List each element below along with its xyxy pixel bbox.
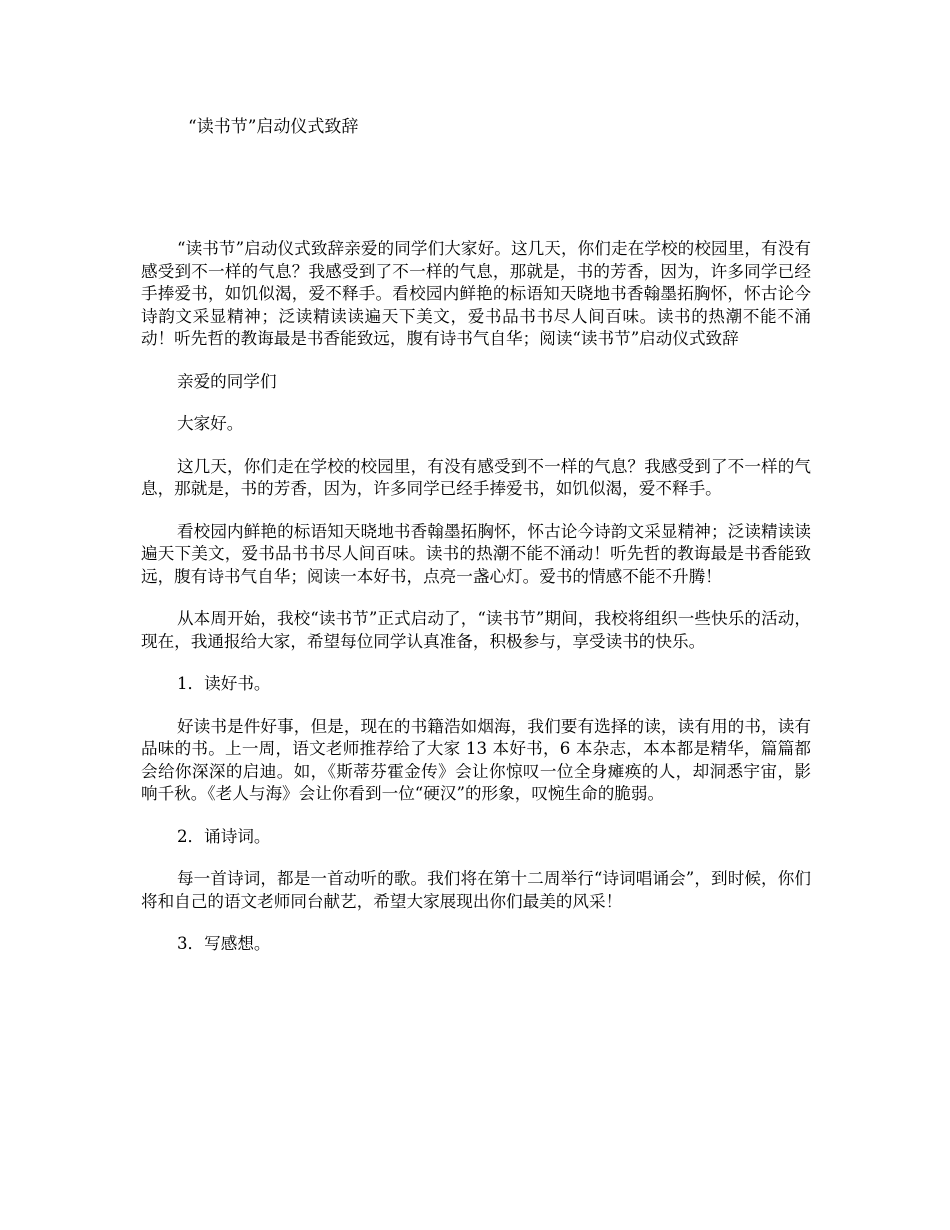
paragraph-read-books: 好读书是件好事，但是，现在的书籍浩如烟海，我们要有选择的读，读有用的书，读有品味的书。上一周，语文老师推荐给了大家 13 本好书，6 本杂志，本本都是精华，篇篇都会给你深深的启迪。如，《斯蒂芬霍金传》会让你惊叹一位全身瘫痪的人，却洞悉宇宙，影响千秋。《老人与海》会让你看到一位“硬汉”的形象，叹惋生命的脆弱。 — [141, 716, 811, 803]
paragraph-slogans: 看校园内鲜艳的标语知天晓地书香翰墨拓胸怀，怀古论今诗韵文采显精神；泛读精读读遍天下美文，爱书品书书尽人间百味。读书的热潮不能不涌动！听先哲的教诲最是书香能致远，腹有诗书气自华；阅读一本好书，点亮一盏心灯。爱书的情感不能不升腾！ — [141, 521, 811, 586]
paragraph-announcement: 从本周开始，我校“读书节”正式启动了，“读书节”期间，我校将组织一些快乐的活动，现在，我通报给大家，希望每位同学认真准备，积极参与，享受读书的快乐。 — [141, 609, 811, 651]
document-body — [141, 238, 811, 976]
paragraph-greeting: 大家好。 — [177, 414, 244, 433]
section-heading-write-reflections: 3．写感想。 — [177, 934, 271, 953]
paragraph-recite-poems: 每一首诗词，都是一首动听的歌。我们将在第十二周举行“诗词唱诵会”，到时候，你们将和自己的语文老师同台献艺，希望大家展现出你们最美的风采！ — [141, 869, 811, 911]
paragraph-salutation: 亲爱的同学们 — [177, 371, 277, 391]
paragraph-atmosphere: 这几天，你们走在学校的校园里，有没有感受到不一样的气息？我感受到了不一样的气息，那就是，书的芳香，因为，许多同学已经手捧爱书，如饥似渴，爱不释手。 — [141, 456, 811, 498]
document-title: “读书节”启动仪式致辞 — [188, 117, 359, 137]
section-heading-recite-poems: 2．诵诗词。 — [177, 826, 271, 846]
section-heading-read-books: 1．读好书。 — [177, 674, 271, 693]
paragraph-intro: “读书节”启动仪式致辞亲爱的同学们大家好。这几天，你们走在学校的校园里，有没有感受到不一样的气息？我感受到了不一样的气息，那就是，书的芳香，因为，许多同学已经手捧爱书，如饥似渴，爱不释手。看校园内鲜艳的标语知天晓地书香翰墨拓胸怀，怀古论今诗韵文采显精神；泛读精读读遍天下美文，爱书品书书尽人间百味。读书的热潮不能不涌动！听先哲的教诲最是书香能致远，腹有诗书气自华；阅读“读书节”启动仪式致辞 — [141, 239, 811, 348]
